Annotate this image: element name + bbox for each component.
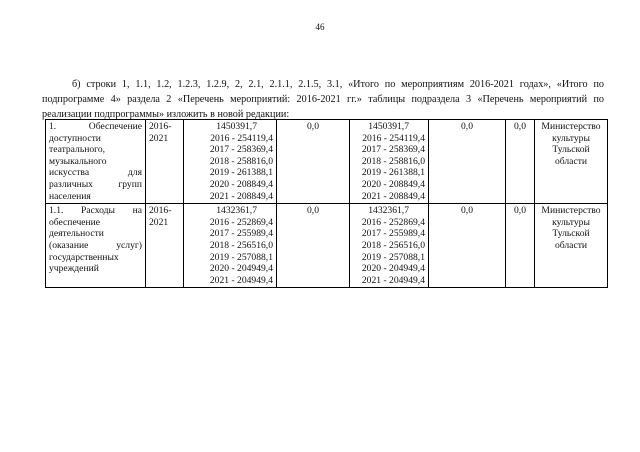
total-funding-cell-year-line: 2021 - 204949,4	[209, 274, 273, 286]
total-funding-cell-year-line: 2019 - 257088,1	[209, 251, 273, 263]
regional-funding-cell-year-line: 2020 - 208849,4	[361, 178, 425, 190]
funding-cell-c: 0,0	[506, 120, 535, 204]
regional-funding-cell-year-line: 2021 - 208849,4	[361, 190, 425, 202]
table-row	[46, 204, 608, 288]
total-funding-cell-total: 1432361,7	[216, 205, 257, 217]
regional-funding-cell-year-line: 2018 - 256516,0	[361, 239, 425, 251]
total-funding-cell-year-line: 2018 - 256516,0	[209, 239, 273, 251]
total-funding-cell-year-line: 2020 - 208849,4	[209, 178, 273, 190]
executor-cell: Министерство культуры Тульской области	[535, 120, 608, 204]
total-funding-cell-year-line: 2018 - 258816,0	[209, 155, 273, 167]
activity-name-cell: 1. Обеспечение доступности театрального, музыкального искусства для различных групп населения	[46, 120, 146, 204]
regional-funding-cell-year-line: 2016 - 252869,4	[361, 216, 425, 228]
activities-table-body	[46, 120, 608, 288]
page-number: 46	[315, 22, 325, 32]
table-row	[46, 120, 608, 204]
executor-cell: Министерство культуры Тульской области	[535, 204, 608, 288]
activity-name-cell: 1.1. Расходы на обеспечение деятельности (оказание услуг) государственных учреждений	[46, 204, 146, 288]
total-funding-cell-year-line: 2020 - 204949,4	[209, 263, 273, 275]
total-funding-cell-year-line: 2016 - 254119,4	[210, 132, 273, 144]
regional-funding-cell-total: 1432361,7	[368, 205, 409, 217]
regional-funding-cell-year-line: 2017 - 258369,4	[361, 144, 425, 156]
total-funding-cell	[184, 120, 277, 204]
regional-funding-cell-year-line: 2019 - 257088,1	[361, 251, 425, 263]
total-funding-cell-year-line: 2017 - 258369,4	[209, 144, 273, 156]
total-funding-cell-year-line: 2016 - 252869,4	[209, 216, 273, 228]
regional-funding-cell-year-line: 2019 - 261388,1	[361, 167, 425, 179]
regional-funding-cell-year-line: 2020 - 204949,4	[361, 263, 425, 275]
regional-funding-cell-year-line: 2018 - 258816,0	[361, 155, 425, 167]
funding-cell-b: 0,0	[429, 120, 506, 204]
funding-cell-a: 0,0	[277, 204, 350, 288]
total-funding-cell	[184, 204, 277, 288]
regional-funding-cell-year-line: 2017 - 255989,4	[361, 228, 425, 240]
funding-cell-a: 0,0	[277, 120, 350, 204]
regional-funding-cell	[350, 120, 429, 204]
period-cell: 2016-2021	[146, 120, 184, 204]
period-cell: 2016-2021	[146, 204, 184, 288]
regional-funding-cell-year-line: 2021 - 204949,4	[361, 274, 425, 286]
funding-cell-b: 0,0	[429, 204, 506, 288]
total-funding-cell-year-line: 2021 - 208849,4	[209, 190, 273, 202]
funding-cell-c: 0,0	[506, 204, 535, 288]
total-funding-cell-total: 1450391,7	[216, 121, 257, 132]
regional-funding-cell	[350, 204, 429, 288]
intro-paragraph: б) строки 1, 1.1, 1.2, 1.2.3, 1.2.9, 2, 2.1, 2.1.1, 2.1.5, 3.1, «Итого по мероприятиям 2016-2021 годах», «Итого по подпрограмме 4» раздела 2 «Перечень мероприятий: 2016-2021 гг.» таблицы подраздела 3 «Перечень мероприятий по реализации подпрограммы» изложить в новой редакции:	[42, 79, 604, 121]
total-funding-cell-year-line: 2017 - 255989,4	[209, 228, 273, 240]
activities-table	[45, 119, 608, 288]
regional-funding-cell-year-line: 2016 - 254119,4	[362, 132, 425, 144]
total-funding-cell-year-line: 2019 - 261388,1	[209, 167, 273, 179]
regional-funding-cell-total: 1450391,7	[368, 121, 409, 132]
